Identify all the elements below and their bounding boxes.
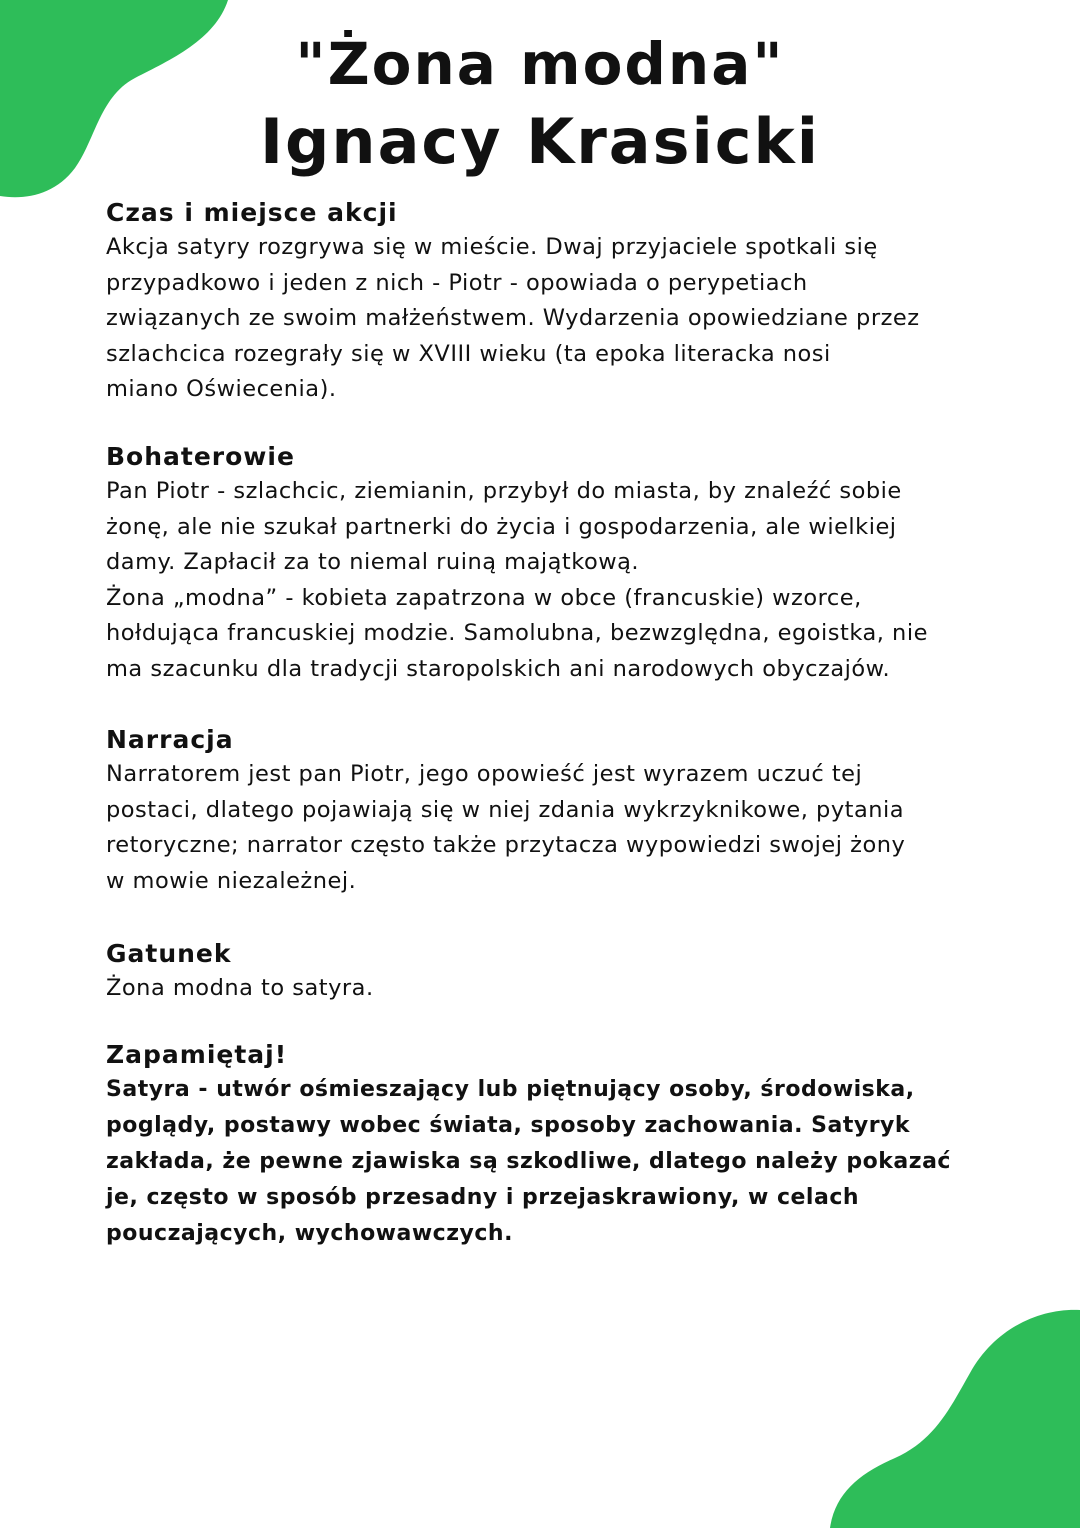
text-line: Akcja satyry rozgrywa się w mieście. Dwaj przyjaciele spotkali się (106, 234, 878, 260)
text-line: przypadkowo i jeden z nich - Piotr - opowiada o perypetiach (106, 269, 808, 296)
decorative-blob-bottom-right (830, 1308, 1080, 1528)
text-line: damy. Zapłacił za to niemal ruiną majątkową. (106, 549, 640, 575)
section-heading: Gatunek (106, 939, 232, 968)
text-line: Pan Piotr - szlachcic, ziemianin, przybył do miasta, by znaleźć sobie (106, 478, 902, 504)
section-genre (106, 937, 986, 1007)
section-characters (106, 440, 986, 687)
text-line: w mowie niezależnej. (106, 867, 357, 894)
section-heading: Czas i miejsce akcji (106, 198, 398, 227)
section-body (106, 757, 986, 899)
text-line: hołdująca francuskiej modzie. Samolubna, bezwzględna, egoistka, nie (106, 620, 928, 646)
text-line: zakłada, że pewne zjawiska są szkodliwe, dlatego należy pokazać (106, 1149, 951, 1174)
section-heading: Narracja (106, 725, 234, 754)
section-time-place (106, 196, 986, 408)
text-line: Żona „modna” - kobieta zapatrzona w obce (francuskie) wzorce, (106, 584, 862, 611)
text-line: miano Oświecenia). (106, 376, 337, 402)
section-body (106, 971, 986, 1007)
text-line: szlachcica rozegrały się w XVIII wieku (ta epoka literacka nosi (106, 340, 831, 367)
section-heading: Zapamiętaj! (106, 1040, 288, 1069)
document-author: Ignacy Krasicki (259, 105, 821, 178)
blob-bottom-right-shape (830, 1310, 1080, 1528)
text-line: związanych ze swoim małżeństwem. Wydarzenia opowiedziane przez (106, 305, 920, 331)
text-line: Narratorem jest pan Piotr, jego opowieść jest wyrazem uczuć tej (106, 761, 863, 787)
text-line: żonę, ale nie szukał partnerki do życia i gospodarzenia, ale wielkiej (106, 513, 897, 540)
section-remember (106, 1038, 986, 1252)
section-heading: Bohaterowie (106, 442, 295, 471)
section-narration (106, 723, 986, 899)
text-line: pouczających, wychowawczych. (106, 1221, 513, 1246)
text-line: Satyra - utwór ośmieszający lub piętnujący osoby, środowiska, (106, 1077, 915, 1102)
section-body (106, 1072, 986, 1252)
section-body (106, 230, 986, 408)
section-body (106, 474, 986, 687)
text-line: ma szacunku dla tradycji staropolskich ani narodowych obyczajów. (106, 655, 891, 682)
text-line: retoryczne; narrator często także przytacza wypowiedzi swojej żony (106, 832, 906, 858)
text-line: Żona modna to satyra. (106, 975, 374, 1001)
text-line: postaci, dlatego pojawiają się w niej zdania wykrzyknikowe, pytania (106, 796, 905, 823)
text-line: poglądy, postawy wobec świata, sposoby zachowania. Satyryk (106, 1113, 911, 1138)
text-line: je, często w sposób przesadny i przejaskrawiony, w celach (106, 1185, 860, 1210)
document-title: "Żona modna" (295, 30, 785, 98)
